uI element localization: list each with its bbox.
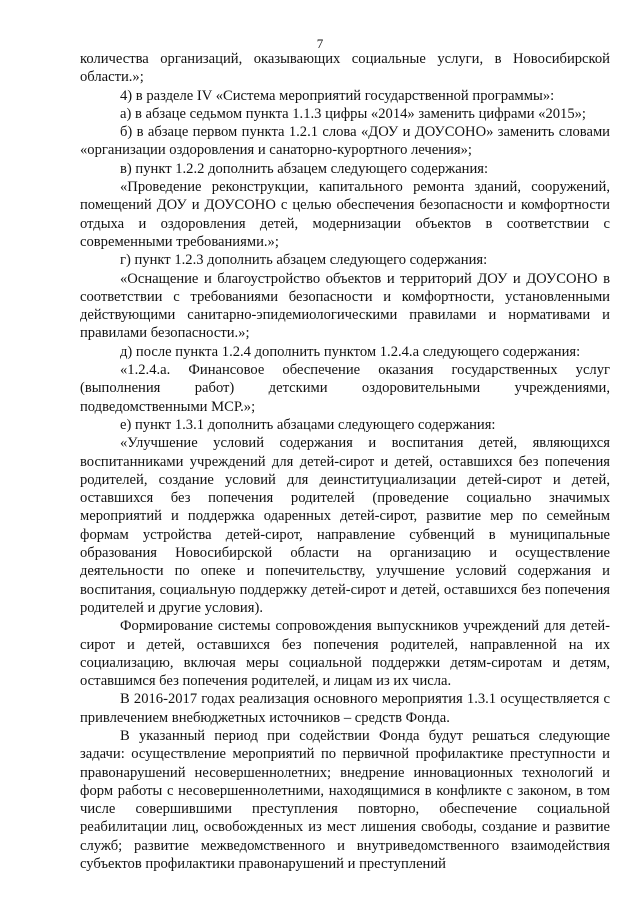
paragraph-6: «Проведение реконструкции, капитального ремонта зданий, сооружений, помещений ДОУ и ДОУСОНО с целью обеспечения безопасности и комфортности отдыха и оздоровления детей, модернизации объектов в соответствии с современными требованиями.»; — [80, 179, 610, 250]
paragraph-5: в) пункт 1.2.2 дополнить абзацем следующего содержания: — [120, 160, 489, 177]
paragraph-14: В 2016-2017 годах реализация основного мероприятия 1.3.1 осуществляется с привлечением внебюджетных источников – средств Фонда. — [80, 691, 610, 726]
paragraph-8: «Оснащение и благоустройство объектов и территорий ДОУ и ДОУСОНО в соответствии с требованиями безопасности и комфортности, установленными действующими санитарно-эпидемиологическими правилами и нормативами и правилами безопасности.»; — [80, 270, 610, 342]
paragraph-15: В указанный период при содействии Фонда будут решаться следующие задачи: осуществление мероприятий по первичной профилактике преступности и правонарушений несовершеннолетних; внедрение инновационных технологий и форм работы с несовершеннолетними, находящимися в конфликте с законом, в том числе совершившими преступления повторно, обеспечение социальной реабилитации лиц, освобожденных из мест лишения свободы, создание и развитие служб; развитие межведомственного и внутриведомственного взаимодействия субъектов профилактики правонарушений и преступлений — [80, 727, 610, 873]
paragraph-11: е) пункт 1.3.1 дополнить абзацами следующего содержания: — [120, 416, 496, 433]
paragraph-9: д) после пункта 1.2.4 дополнить пунктом 1.2.4.а следующего содержания: — [120, 343, 581, 360]
paragraph-1: количества организаций, оказывающих социальные услуги, в Новосибирской области.»; — [80, 51, 610, 86]
page-number: 7 — [316, 36, 324, 51]
paragraph-4: б) в абзаце первом пункта 1.2.1 слова «ДОУ и ДОУСОНО» заменить словами «организации оздоровления и санаторно-курортного лечения»; — [80, 124, 610, 159]
paragraph-10: «1.2.4.а. Финансовое обеспечение оказания государственных услуг (выполнения работ) детскими оздоровительными учреждениями, подведомственными МСР.»; — [80, 362, 610, 415]
paragraph-7: г) пункт 1.2.3 дополнить абзацем следующего содержания: — [120, 252, 488, 269]
paragraph-12: «Улучшение условий содержания и воспитания детей, являющихся воспитанниками учреждений для детей-сирот и детей, оставшихся без попечения родителей, создание условий для деинституциализации детей-сирот и детей, оставшихся без попечения родителей (проведение социально значимых мероприятий и поддержка одаренных детей-сирот, развитие мер по семейным формам устройства детей-сирот, направление субвенций в муниципальные образования Новосибирской области на организацию и осуществление деятельности по опеке и попечительству, улучшение условий содержания и воспитания, социальную поддержку детей-сирот и детей, оставшихся без попечения родителей и другие условия). — [80, 435, 610, 616]
document-body — [80, 50, 610, 873]
paragraph-13: Формирование системы сопровождения выпускников учреждений для детей-сирот и детей, оставшихся без попечения родителей, направленной на их социализацию, включая меры социальной поддержки детям-сиротам и детям, оставшимся без попечения родителей, и лицам из их числа. — [80, 618, 610, 690]
paragraph-3: а) в абзаце седьмом пункта 1.1.3 цифры «2014» заменить цифрами «2015»; — [120, 105, 586, 122]
paragraph-2: 4) в разделе IV «Система мероприятий государственной программы»: — [120, 87, 555, 104]
